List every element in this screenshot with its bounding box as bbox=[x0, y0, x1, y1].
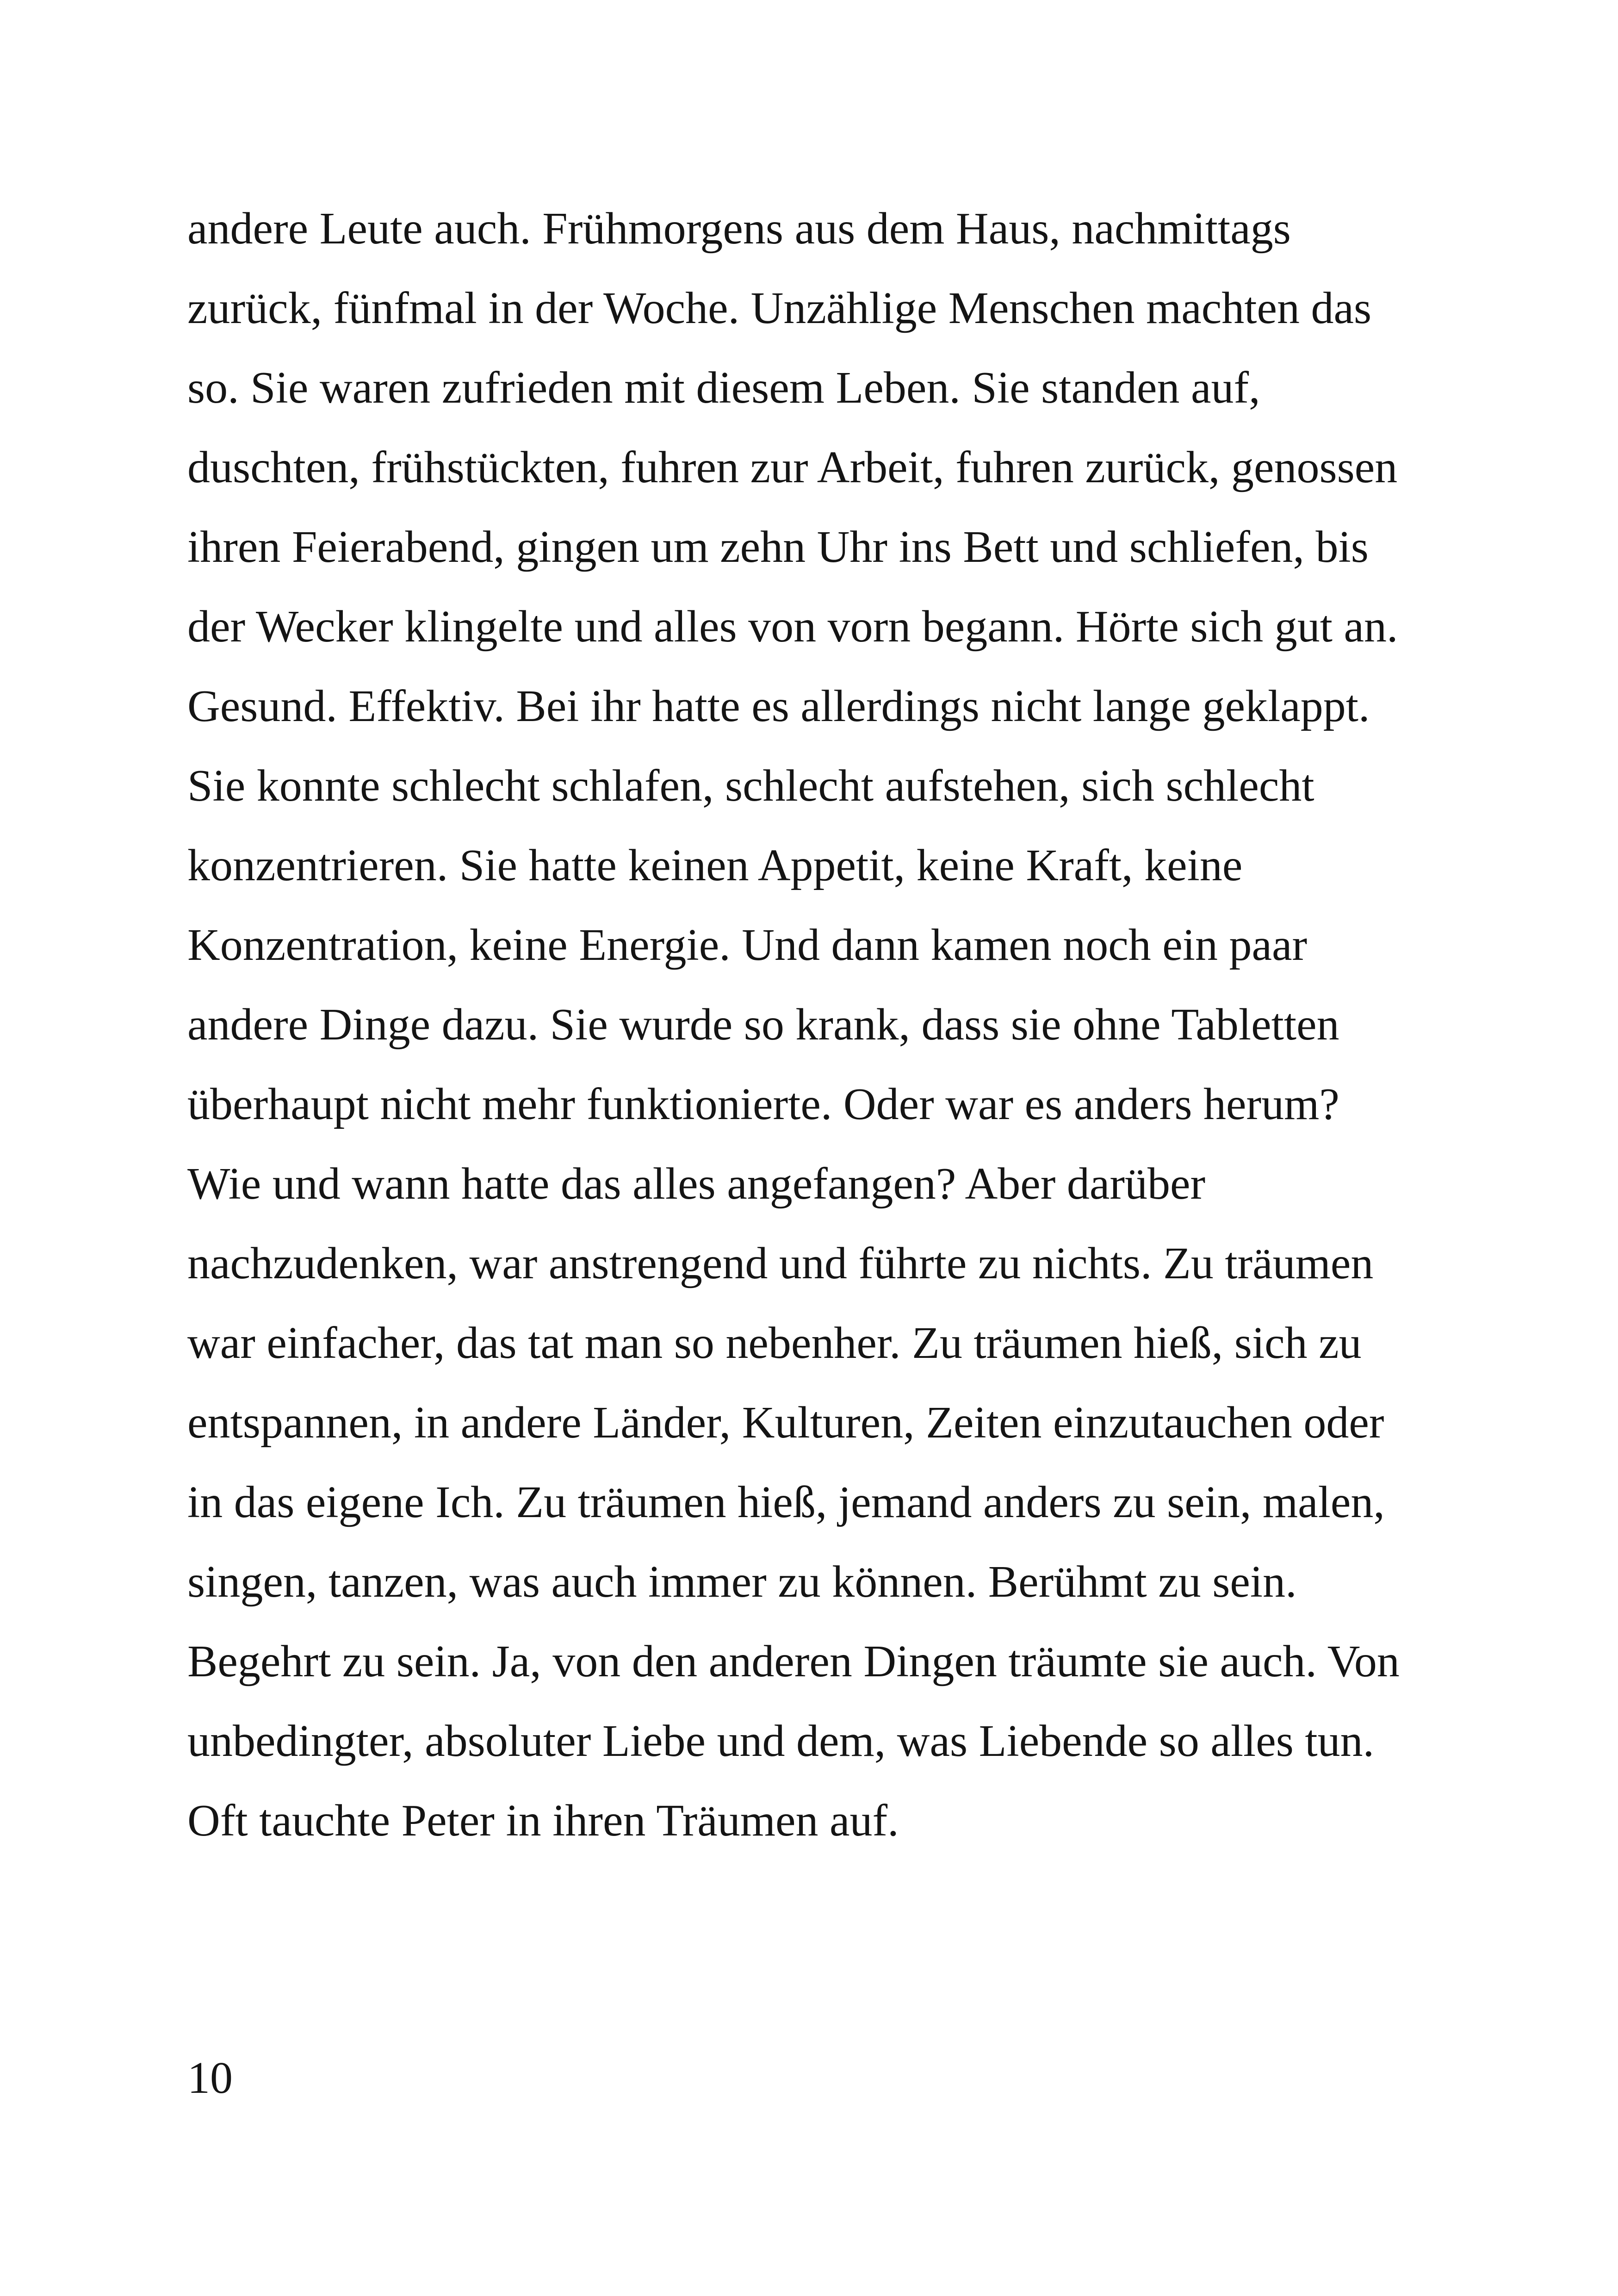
page-number: 10 bbox=[187, 2053, 233, 2103]
text-line: andere Dinge dazu. Sie wurde so krank, dass sie ohne Tabletten bbox=[187, 1000, 1339, 1050]
text-line: war einfacher, das tat man so nebenher. Zu träumen hieß, sich zu bbox=[187, 1318, 1362, 1368]
body-text bbox=[187, 189, 1464, 1860]
text-line: Konzentration, keine Energie. Und dann kamen noch ein paar bbox=[187, 920, 1308, 970]
text-line: Wie und wann hatte das alles angefangen? Aber darüber bbox=[187, 1159, 1206, 1209]
text-line: Sie konnte schlecht schlafen, schlecht aufstehen, sich schlecht bbox=[187, 761, 1314, 811]
text-line: duschten, frühstückten, fuhren zur Arbeit, fuhren zurück, genossen bbox=[187, 442, 1398, 492]
text-line: andere Leute auch. Frühmorgens aus dem Haus, nachmittags bbox=[187, 204, 1291, 254]
text-line: entspannen, in andere Länder, Kulturen, Zeiten einzutauchen oder bbox=[187, 1398, 1384, 1448]
text-line: nachzudenken, war anstrengend und führte zu nichts. Zu träumen bbox=[187, 1238, 1374, 1288]
text-line: Gesund. Effektiv. Bei ihr hatte es allerdings nicht lange geklappt. bbox=[187, 681, 1370, 731]
text-line: zurück, fünfmal in der Woche. Unzählige Menschen machten das bbox=[187, 283, 1372, 333]
text-line: überhaupt nicht mehr funktionierte. Oder war es anders herum? bbox=[187, 1079, 1339, 1129]
text-line: in das eigene Ich. Zu träumen hieß, jemand anders zu sein, malen, bbox=[187, 1477, 1385, 1527]
text-line: der Wecker klingelte und alles von vorn begann. Hörte sich gut an. bbox=[187, 602, 1398, 652]
text-line: so. Sie waren zufrieden mit diesem Leben. Sie standen auf, bbox=[187, 363, 1260, 413]
text-line: Oft tauchte Peter in ihren Träumen auf. bbox=[187, 1796, 899, 1846]
text-line: Begehrt zu sein. Ja, von den anderen Dingen träumte sie auch. Von bbox=[187, 1636, 1400, 1686]
text-line: konzentrieren. Sie hatte keinen Appetit, keine Kraft, keine bbox=[187, 840, 1243, 890]
text-line: singen, tanzen, was auch immer zu können. Berühmt zu sein. bbox=[187, 1557, 1297, 1607]
text-line: unbedingter, absoluter Liebe und dem, was Liebende so alles tun. bbox=[187, 1716, 1375, 1766]
text-line: ihren Feierabend, gingen um zehn Uhr ins Bett und schliefen, bis bbox=[187, 522, 1369, 572]
